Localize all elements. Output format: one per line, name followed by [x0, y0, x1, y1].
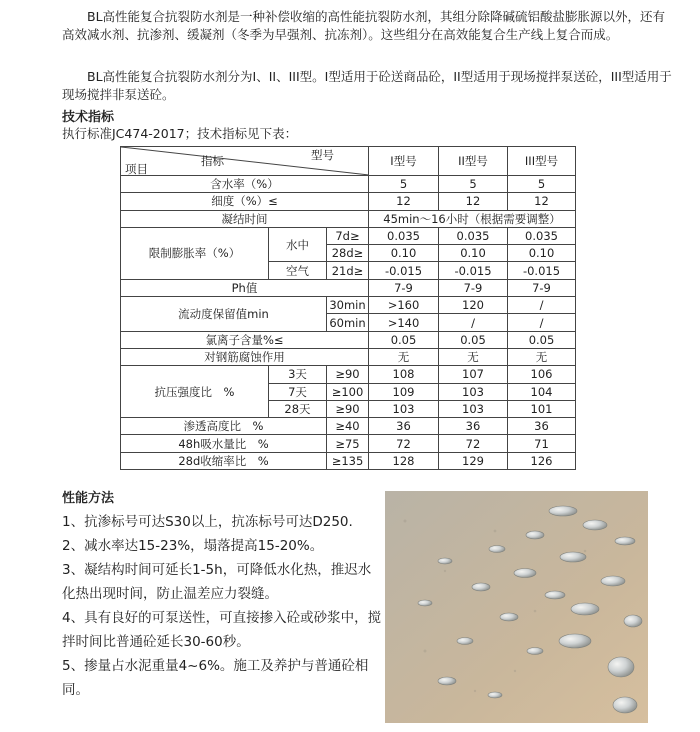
cell: 5 [369, 176, 439, 193]
table-row [121, 348, 576, 365]
cell: 36 [439, 418, 508, 435]
requirement: ≥90 [327, 366, 369, 383]
sub-label: 空气 [269, 262, 327, 279]
requirement: ≥40 [327, 418, 369, 435]
cell: 0.035 [439, 227, 508, 244]
row-label: 凝结时间 [121, 210, 369, 227]
cell: >140 [369, 314, 439, 331]
row-label: 限制膨胀率（%） [121, 227, 269, 279]
table-row [121, 452, 576, 469]
standard-text: 执行标准JC474-2017；技术指标见下表： [62, 126, 298, 141]
header-indicator-label: 指标 [201, 154, 224, 168]
cell: 101 [508, 400, 576, 417]
row-label: 48h吸水量比 % [121, 435, 327, 452]
cell: / [439, 314, 508, 331]
cell: -0.015 [508, 262, 576, 279]
features-heading: 性能方法 [62, 491, 115, 506]
table-row [121, 366, 576, 383]
table-header-row [121, 147, 576, 176]
cell: 103 [439, 383, 508, 400]
table-row [121, 331, 576, 348]
requirement: ≥90 [327, 400, 369, 417]
cell: 0.05 [508, 331, 576, 348]
cell: 72 [439, 435, 508, 452]
age-label: 7d≥ [327, 227, 369, 244]
requirement: ≥100 [327, 383, 369, 400]
day-label: 7天 [269, 383, 327, 400]
requirement: ≥75 [327, 435, 369, 452]
cell: 7-9 [369, 279, 439, 296]
row-label: 对钢筋腐蚀作用 [121, 348, 369, 365]
cell: 0.10 [439, 245, 508, 262]
list-item: 2、减水率达15-23%，塌落提高15-20%。 [62, 538, 324, 554]
table-row [121, 279, 576, 296]
header-type-label: 型号 [311, 148, 334, 162]
cell: 12 [508, 193, 576, 210]
cell: 7-9 [508, 279, 576, 296]
cell: 36 [369, 418, 439, 435]
table-row [121, 227, 576, 244]
type-i-header: I型号 [369, 147, 439, 176]
table-row [121, 176, 576, 193]
cell: 106 [508, 366, 576, 383]
cell: 72 [369, 435, 439, 452]
type-iii-header: III型号 [508, 147, 576, 176]
cell: 0.10 [508, 245, 576, 262]
list-item: 4、具有良好的可泵送性，可直接掺入砼或砂浆中，搅拌时间比普通砼延长30-60秒。 [62, 610, 382, 650]
type-ii-header: II型号 [439, 147, 508, 176]
cell: 无 [439, 348, 508, 365]
cell: 107 [439, 366, 508, 383]
cell: / [508, 314, 576, 331]
day-label: 3天 [269, 366, 327, 383]
cell: 0.035 [508, 227, 576, 244]
time-label: 30min [327, 297, 369, 314]
row-label: 抗压强度比 % [121, 366, 269, 418]
concrete-water-droplets-image [385, 491, 648, 723]
intro-paragraph-1: BL高性能复合抗裂防水剂是一种补偿收缩的高性能抗裂防水剂，其组分除降碱硫铝酸盐膨胀源以外，还有高效减水剂、抗渗剂、缓凝剂（冬季为早强剂、抗冻剂）。这些组分在高效能复合生产线上复合而成。 [62, 9, 666, 42]
cell: 108 [369, 366, 439, 383]
row-label: 流动度保留值min [121, 297, 327, 332]
cell: 7-9 [439, 279, 508, 296]
cell: 71 [508, 435, 576, 452]
age-label: 21d≥ [327, 262, 369, 279]
table-row [121, 193, 576, 210]
age-label: 28d≥ [327, 245, 369, 262]
merged-cell: 45min～16小时（根据需要调整） [369, 210, 576, 227]
table-row [121, 418, 576, 435]
cell: 12 [369, 193, 439, 210]
list-item: 3、凝结构时间可延长1-5h，可降低水化热，推迟水化热出现时间，防止温差应力裂缝。 [62, 562, 372, 602]
cell: 5 [439, 176, 508, 193]
cell: -0.015 [439, 262, 508, 279]
cell: 无 [508, 348, 576, 365]
cell: 104 [508, 383, 576, 400]
cell: 12 [439, 193, 508, 210]
row-label: 含水率（%） [121, 176, 369, 193]
cell: -0.015 [369, 262, 439, 279]
intro-paragraph-2: BL高性能复合抗裂防水剂分为I、II、III型。I型适用于砼送商品砼，II型适用于现场搅拌泵送砼，III型适用于现场搅拌非泵送砼。 [62, 69, 672, 102]
table-row [121, 210, 576, 227]
cell: 109 [369, 383, 439, 400]
row-label: 氯离子含量%≤ [121, 331, 369, 348]
row-label: 28d收缩率比 % [121, 452, 327, 469]
cell: 0.035 [369, 227, 439, 244]
row-label: 渗透高度比 % [121, 418, 327, 435]
cell: 103 [439, 400, 508, 417]
cell: / [508, 297, 576, 314]
cell: 0.10 [369, 245, 439, 262]
list-item: 5、掺量占水泥重量4~6%。施工及养护与普通砼相同。 [62, 658, 369, 698]
cell: 0.05 [369, 331, 439, 348]
requirement: ≥135 [327, 452, 369, 469]
tech-heading: 技术指标 [62, 110, 115, 125]
day-label: 28天 [269, 400, 327, 417]
list-item: 1、抗渗标号可达S30以上，抗冻标号可达D250. [62, 514, 353, 530]
header-item-label: 项目 [125, 162, 148, 176]
cell: >160 [369, 297, 439, 314]
cell: 128 [369, 452, 439, 469]
cell: 120 [439, 297, 508, 314]
table-row [121, 435, 576, 452]
cell: 36 [508, 418, 576, 435]
diagonal-header-cell [121, 147, 369, 176]
time-label: 60min [327, 314, 369, 331]
cell: 5 [508, 176, 576, 193]
cell: 126 [508, 452, 576, 469]
features-list [62, 510, 382, 702]
cell: 103 [369, 400, 439, 417]
row-label: 细度（%）≤ [121, 193, 369, 210]
cell: 0.05 [439, 331, 508, 348]
sub-label: 水中 [269, 227, 327, 262]
spec-table [120, 146, 576, 470]
row-label: Ph值 [121, 279, 369, 296]
cell: 129 [439, 452, 508, 469]
cell: 无 [369, 348, 439, 365]
table-row [121, 297, 576, 314]
